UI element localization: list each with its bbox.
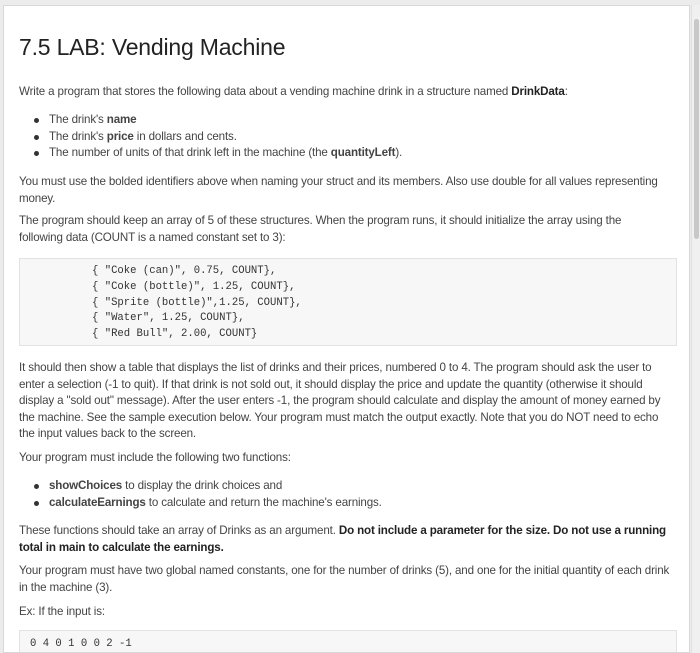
example-input: 0 4 0 1 0 0 2 -1 xyxy=(30,638,132,650)
identifiers-paragraph: You must use the bolded identifiers above when naming your struct and its members. Also use double for all values representing money. xyxy=(19,175,658,205)
bullet-dot xyxy=(34,118,39,123)
intro-colon: : xyxy=(564,85,568,98)
member-identifier: price xyxy=(106,129,134,143)
bullet-dot xyxy=(34,151,39,156)
list-item xyxy=(19,145,402,162)
member-list xyxy=(19,112,402,162)
bullet-dot xyxy=(34,135,39,140)
example-input-block xyxy=(19,630,677,653)
member-text: The drink's xyxy=(49,129,107,143)
page-title: 7.5 LAB: Vending Machine xyxy=(19,34,286,60)
args-paragraph xyxy=(19,523,677,556)
array-paragraph: The program should keep an array of 5 of these structures. When the program runs, it should initialize the array using the following data (COUNT is a named constant set to 3): xyxy=(19,214,622,244)
intro-paragraph xyxy=(19,84,568,101)
intro-text: Write a program that stores the following data about a vending machine drink in a structure named xyxy=(19,85,512,98)
function-description: to display the drink choices and xyxy=(122,479,283,492)
vertical-scrollbar[interactable] xyxy=(691,5,700,653)
member-identifier: name xyxy=(106,113,137,126)
constants-paragraph: Your program must have two global named constants, one for the number of drinks (5), and one for the initial quantity of each drink in the machine (3). xyxy=(19,564,670,594)
function-name: calculateEarnings xyxy=(49,495,146,509)
member-text-post: ). xyxy=(395,146,403,159)
init-code-block xyxy=(19,258,677,346)
args-bold-text: Do not include a parameter for the size. Do not use a running total in main to calculate the earnings. xyxy=(19,524,666,554)
bullet-dot xyxy=(34,501,39,506)
lab-content-card xyxy=(3,5,690,653)
example-label: Ex: If the input is: xyxy=(19,605,105,618)
bullet-dot xyxy=(34,484,39,489)
function-name: showChoices xyxy=(49,479,123,492)
struct-name: DrinkData xyxy=(511,85,565,98)
functions-paragraph: Your program must include the following two functions: xyxy=(19,451,291,464)
table-paragraph: It should then show a table that displays the list of drinks and their prices, numbered 0 to 4. The program should ask the user to enter a selection (-1 to quit). If that drink is not sold out, it should display the price and update the quantity (otherwise it should display a "sold out" message). After the user enters -1, the program should calculate and display the amount of money earned by the machine. See the sample execution below. Your program must match the output exactly. Note that you do NOT need to echo the input values back to the screen. xyxy=(19,361,661,440)
code-line: { "Coke (can)", 0.75, COUNT}, xyxy=(92,265,277,277)
function-list xyxy=(19,478,382,511)
member-text: The number of units of that drink left in the machine (the xyxy=(49,146,331,159)
member-identifier: quantityLeft xyxy=(330,146,396,159)
code-line: { "Sprite (bottle)",1.25, COUNT}, xyxy=(92,296,302,309)
list-item xyxy=(19,129,402,146)
list-item xyxy=(19,478,382,495)
args-text: These functions should take an array of Drinks as an argument. xyxy=(19,524,339,537)
function-description: to calculate and return the machine's earnings. xyxy=(145,495,382,509)
code-line: { "Coke (bottle)", 1.25, COUNT}, xyxy=(92,280,296,293)
code-line: { "Red Bull", 2.00, COUNT} xyxy=(92,328,258,341)
code-line: { "Water", 1.25, COUNT}, xyxy=(92,312,245,325)
scrollbar-thumb[interactable] xyxy=(694,19,699,239)
member-text: The drink's xyxy=(49,113,107,126)
list-item xyxy=(19,495,382,512)
list-item xyxy=(19,112,402,129)
member-text-post: in dollars and cents. xyxy=(133,129,237,143)
